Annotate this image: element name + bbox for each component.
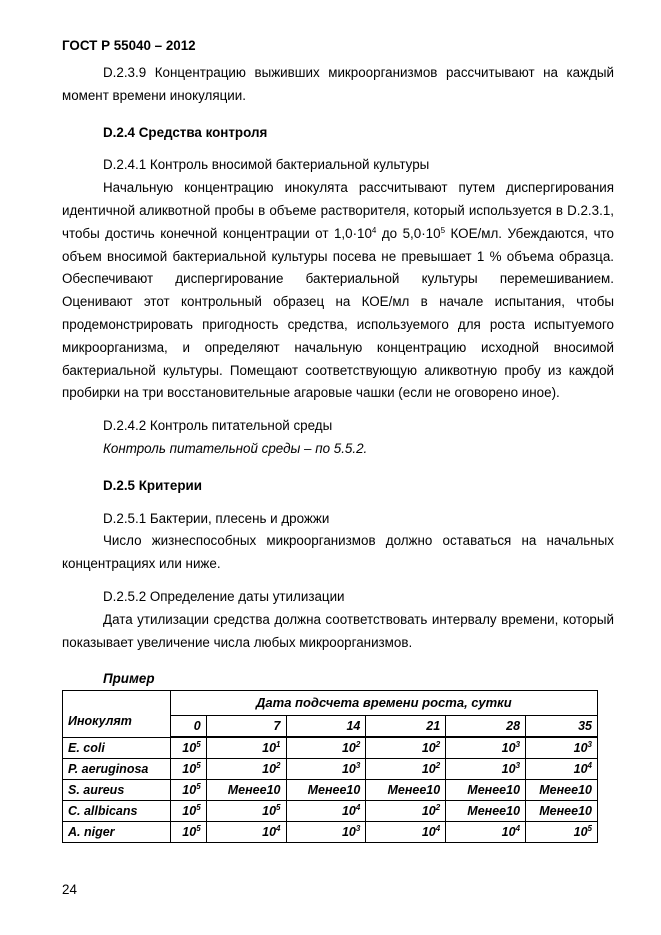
table-row	[63, 801, 598, 822]
count-cell	[286, 822, 366, 843]
day-header: 7	[206, 716, 286, 738]
count-exponent: 2	[276, 761, 281, 770]
table-row-header: Инокулят	[63, 691, 171, 738]
count-exponent: 3	[355, 761, 361, 770]
count-base: 10	[421, 762, 436, 776]
example-label: Пример	[103, 671, 155, 687]
count-cell	[170, 822, 206, 843]
count-base: 10	[573, 825, 588, 839]
section-heading-d24: D.2.4 Средства контроля	[103, 124, 268, 140]
count-cell	[366, 801, 446, 822]
count-cell	[366, 737, 446, 759]
count-cell	[526, 801, 598, 822]
count-cell	[206, 759, 286, 780]
count-base: 10	[262, 762, 277, 776]
count-cell	[206, 801, 286, 822]
count-base: 10	[262, 741, 277, 755]
organism-name: A. niger	[63, 822, 171, 843]
organism-name: C. allbicans	[63, 801, 171, 822]
count-base: 10	[341, 825, 356, 839]
count-exponent: 4	[355, 803, 361, 812]
count-cell	[526, 780, 598, 801]
count-cell	[286, 780, 366, 801]
count-base: 10	[262, 825, 277, 839]
count-cell	[526, 737, 598, 759]
count-exponent: 3	[587, 740, 592, 749]
table-row	[63, 737, 598, 759]
count-exponent: 5	[196, 803, 201, 812]
count-exponent: 5	[196, 824, 201, 833]
count-cell	[170, 780, 206, 801]
count-cell	[446, 737, 526, 759]
count-base: Менее10	[467, 783, 521, 797]
day-header: 35	[526, 716, 598, 738]
count-base: 10	[573, 762, 588, 776]
count-cell	[170, 759, 206, 780]
page-body	[62, 62, 614, 691]
count-base: Менее10	[539, 804, 592, 818]
count-cell	[206, 822, 286, 843]
table-header-row	[63, 691, 598, 716]
document-header: ГОСТ Р 55040 – 2012	[62, 38, 196, 53]
paragraph-d252: D.2.5.2 Определение даты утилизации	[103, 588, 345, 604]
count-base: Менее10	[307, 783, 361, 797]
count-base: 10	[421, 741, 436, 755]
count-base: 10	[501, 825, 516, 839]
count-base: 10	[182, 804, 197, 818]
count-base: Менее10	[467, 804, 521, 818]
count-exponent: 4	[587, 761, 592, 770]
count-base: 10	[182, 741, 197, 755]
count-base: Менее10	[387, 783, 441, 797]
count-cell	[366, 822, 446, 843]
paragraph-d242-body: Контроль питательной среды – по 5.5.2.	[103, 440, 368, 456]
superscript: 5	[440, 225, 446, 235]
count-base: 10	[182, 762, 197, 776]
count-base: 10	[501, 741, 516, 755]
organism-name: S. aureus	[63, 780, 171, 801]
count-exponent: 4	[515, 824, 521, 833]
count-cell	[366, 780, 446, 801]
count-cell	[366, 759, 446, 780]
table-row	[63, 759, 598, 780]
day-header: 28	[446, 716, 526, 738]
page-number: 24	[62, 882, 77, 897]
count-exponent: 3	[355, 824, 361, 833]
count-cell	[206, 780, 286, 801]
section-heading-d25: D.2.5 Критерии	[103, 477, 202, 493]
count-exponent: 4	[276, 824, 281, 833]
count-cell	[206, 737, 286, 759]
count-base: 10	[182, 825, 197, 839]
organism-name: P. aeruginosa	[63, 759, 171, 780]
paragraph-d239: D.2.3.9 Концентрацию выживших микроорганизмов рассчитывают на каждый момент времени инокуляции.	[62, 65, 614, 103]
count-exponent: 2	[435, 740, 441, 749]
count-base: 10	[501, 762, 516, 776]
count-base: 10	[341, 804, 356, 818]
count-exponent: 5	[196, 740, 201, 749]
count-cell	[446, 780, 526, 801]
paragraph-d241: D.2.4.1 Контроль вносимой бактериальной культуры	[103, 157, 430, 173]
text-run: КОЕ/мл. Убеждаются, что объем вносимой бактериальной культуры посева не превышает 1 % объема образца. Обеспечивают диспергирование бактериальной культуры перемешиванием. Оценивают этот контрольный образец на КОЕ/мл в начале испытания, чтобы продемонстрировать пригодность средства, используемого для роста испытуемого микроорганизма, и определяют начальную концентрацию исходной вносимой бактериальной культуры. Помещают соответствующую аликвотную пробу из каждой пробирки на три восстановительные агаровые чашки (если не оговорено иное).	[62, 225, 614, 401]
count-exponent: 5	[276, 803, 281, 812]
count-cell	[526, 759, 598, 780]
day-header: 21	[366, 716, 446, 738]
table-row	[63, 822, 598, 843]
table-row	[63, 780, 598, 801]
count-base: 10	[421, 804, 436, 818]
count-exponent: 3	[515, 761, 521, 770]
paragraph-d251: D.2.5.1 Бактерии, плесень и дрожжи	[103, 510, 330, 526]
count-cell	[446, 801, 526, 822]
count-base: Менее10	[227, 783, 281, 797]
count-base: 10	[262, 804, 277, 818]
count-base: Менее10	[539, 783, 592, 797]
count-base: 10	[573, 741, 588, 755]
paragraph-d252-body: Дата утилизации средства должна соответствовать интервалу времени, который показывает увеличение числа любых микроорганизмов.	[62, 611, 614, 650]
count-base: 10	[182, 783, 197, 797]
count-cell	[286, 801, 366, 822]
organism-name: E. coli	[63, 737, 171, 759]
count-cell	[170, 737, 206, 759]
count-cell	[170, 801, 206, 822]
day-header: 0	[170, 716, 206, 738]
count-exponent: 3	[515, 740, 521, 749]
count-exponent: 2	[435, 761, 441, 770]
count-exponent: 5	[196, 782, 201, 791]
count-base: 10	[421, 825, 436, 839]
count-cell	[526, 822, 598, 843]
count-exponent: 4	[435, 824, 441, 833]
count-base: 10	[341, 762, 356, 776]
count-cell	[446, 759, 526, 780]
count-exponent: 2	[355, 740, 361, 749]
day-header: 14	[286, 716, 366, 738]
paragraph-d251-body: Число жизнеспособных микроорганизмов должно оставаться на начальных концентрациях или ниже.	[62, 533, 614, 572]
count-cell	[286, 759, 366, 780]
count-cell	[446, 822, 526, 843]
table-group-header: Дата подсчета времени роста, сутки	[170, 691, 597, 716]
count-cell	[286, 737, 366, 759]
results-table	[62, 690, 598, 843]
text-run: Начальную концентрацию инокулята рассчитывают путем диспергирования идентичной аликвотной пробы в объеме растворителя, который используется в D.2.3.1, чтобы достичь конечной концентрации от 1,0·10	[62, 180, 614, 241]
count-exponent: 5	[196, 761, 201, 770]
text-run: до 5,0·10	[376, 225, 441, 241]
paragraph-d241-body	[62, 177, 614, 405]
paragraph-d242: D.2.4.2 Контроль питательной среды	[103, 418, 333, 434]
count-base: 10	[341, 741, 356, 755]
superscript: 4	[371, 225, 377, 235]
count-exponent: 2	[435, 803, 441, 812]
count-exponent: 1	[276, 740, 281, 749]
count-exponent: 5	[587, 824, 592, 833]
